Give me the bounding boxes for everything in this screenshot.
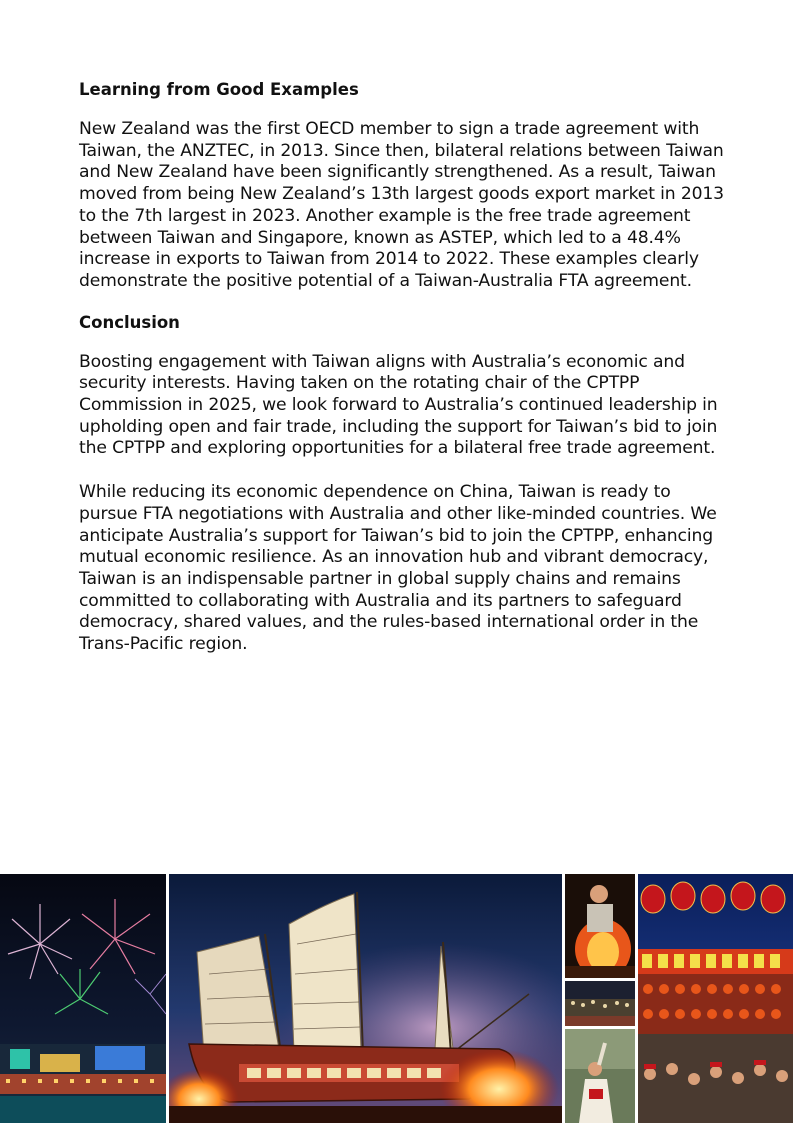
section-heading-conclusion: Conclusion [79,312,180,332]
paragraph-conclusion-1: Boosting engagement with Taiwan aligns with Australia’s economic and security interests. Having taken on the rotating chair of the CPTPP Commission in 2025, we look forward to Australia’s continued leadership in upholding open and fair trade, including the support for Taiwan’s bid to join the CPTPP and exploring opportunities for a bilateral free trade agreement. [79,351,718,459]
temple-lanterns-photo [638,874,793,1123]
section-heading-learning: Learning from Good Examples [79,80,359,99]
fire-ritual-photo [565,874,635,978]
boat-burning-photo [169,874,562,1123]
paragraph-conclusion-2: While reducing its economic dependence on China, Taiwan is ready to pursue FTA negotiations with Australia and other like-minded countries. We anticipate Australia’s support for Taiwan’s bid to join the CPTPP, enhancing mutual economic resilience. As an innovation hub and vibrant democracy, Taiwan is an indispensable partner in global supply chains and remains committed to collaborating with Australia and its partners to safeguard democracy, shared values, and the rules-based international order in the Trans-Pacific region. [79,482,717,655]
document-body [79,78,729,656]
fireworks-photo [0,874,166,1123]
dancer-photo [565,1029,635,1123]
paragraph-learning: New Zealand was the first OECD member to sign a trade agreement with Taiwan, the ANZTEC, in 2013. Since then, bilateral relations between Taiwan and New Zealand have been significantly strengthened. As a result, Taiwan moved from being New Zealand’s 13th largest goods export market in 2013 to the 7th largest in 2023. Another example is the free trade agreement between Taiwan and Singapore, known as ASTEP, which led to a 48.4% increase in exports to Taiwan from 2014 to 2022. These examples clearly demonstrate the positive potential of a Taiwan-Australia FTA agreement. [79,119,724,291]
night-crowd-photo [565,981,635,1026]
photo-collage [0,874,793,1123]
